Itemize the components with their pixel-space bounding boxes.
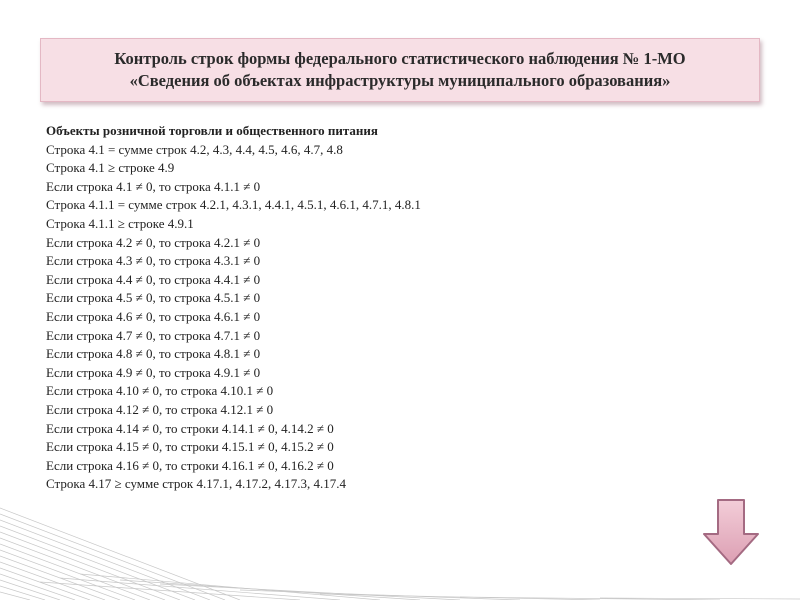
hatch-decoration [0,500,800,600]
rule-line: Если строка 4.14 ≠ 0, то строки 4.14.1 ≠ 0, 4.14.2 ≠ 0 [46,420,334,436]
rule-line: Строка 4.17 ≥ сумме строк 4.17.1, 4.17.2, 4.17.3, 4.17.4 [46,476,346,492]
rule-line: Если строка 4.16 ≠ 0, то строки 4.16.1 ≠ 0, 4.16.2 ≠ 0 [46,457,334,473]
section-heading: Объекты розничной торговли и общественного питания [46,123,378,138]
rules-content [46,122,686,494]
slide-title-line-2: «Сведения об объектах инфраструктуры муниципального образования» [129,71,671,90]
rule-line: Если строка 4.8 ≠ 0, то строка 4.8.1 ≠ 0 [46,346,261,362]
rule-line: Если строка 4.5 ≠ 0, то строка 4.5.1 ≠ 0 [46,290,261,306]
slide-title-line-1: Контроль строк формы федерального статистического наблюдения № 1-МО [114,49,686,68]
rule-line: Если строка 4.15 ≠ 0, то строки 4.15.1 ≠ 0, 4.15.2 ≠ 0 [46,439,334,455]
rule-line: Если строка 4.2 ≠ 0, то строка 4.2.1 ≠ 0 [46,234,261,250]
rule-line: Строка 4.1.1 ≥ строке 4.9.1 [46,215,194,231]
rule-line: Если строка 4.10 ≠ 0, то строка 4.10.1 ≠ 0 [46,383,274,399]
rule-line: Если строка 4.12 ≠ 0, то строка 4.12.1 ≠ 0 [46,401,274,417]
slide-title-box [40,38,760,102]
rule-line: Строка 4.1 ≥ строке 4.9 [46,160,175,176]
rule-line: Если строка 4.9 ≠ 0, то строка 4.9.1 ≠ 0 [46,364,261,380]
rule-line: Если строка 4.3 ≠ 0, то строка 4.3.1 ≠ 0 [46,253,261,269]
rule-line: Если строка 4.4 ≠ 0, то строка 4.4.1 ≠ 0 [46,271,261,287]
rule-line: Строка 4.1 = сумме строк 4.2, 4.3, 4.4, 4.5, 4.6, 4.7, 4.8 [46,141,343,157]
rule-line: Если строка 4.7 ≠ 0, то строка 4.7.1 ≠ 0 [46,327,261,343]
rule-line: Строка 4.1.1 = сумме строк 4.2.1, 4.3.1, 4.4.1, 4.5.1, 4.6.1, 4.7.1, 4.8.1 [46,197,421,213]
down-arrow-icon[interactable] [702,498,760,566]
rule-line: Если строка 4.1 ≠ 0, то строка 4.1.1 ≠ 0 [46,178,261,194]
rule-line: Если строка 4.6 ≠ 0, то строка 4.6.1 ≠ 0 [46,308,261,324]
